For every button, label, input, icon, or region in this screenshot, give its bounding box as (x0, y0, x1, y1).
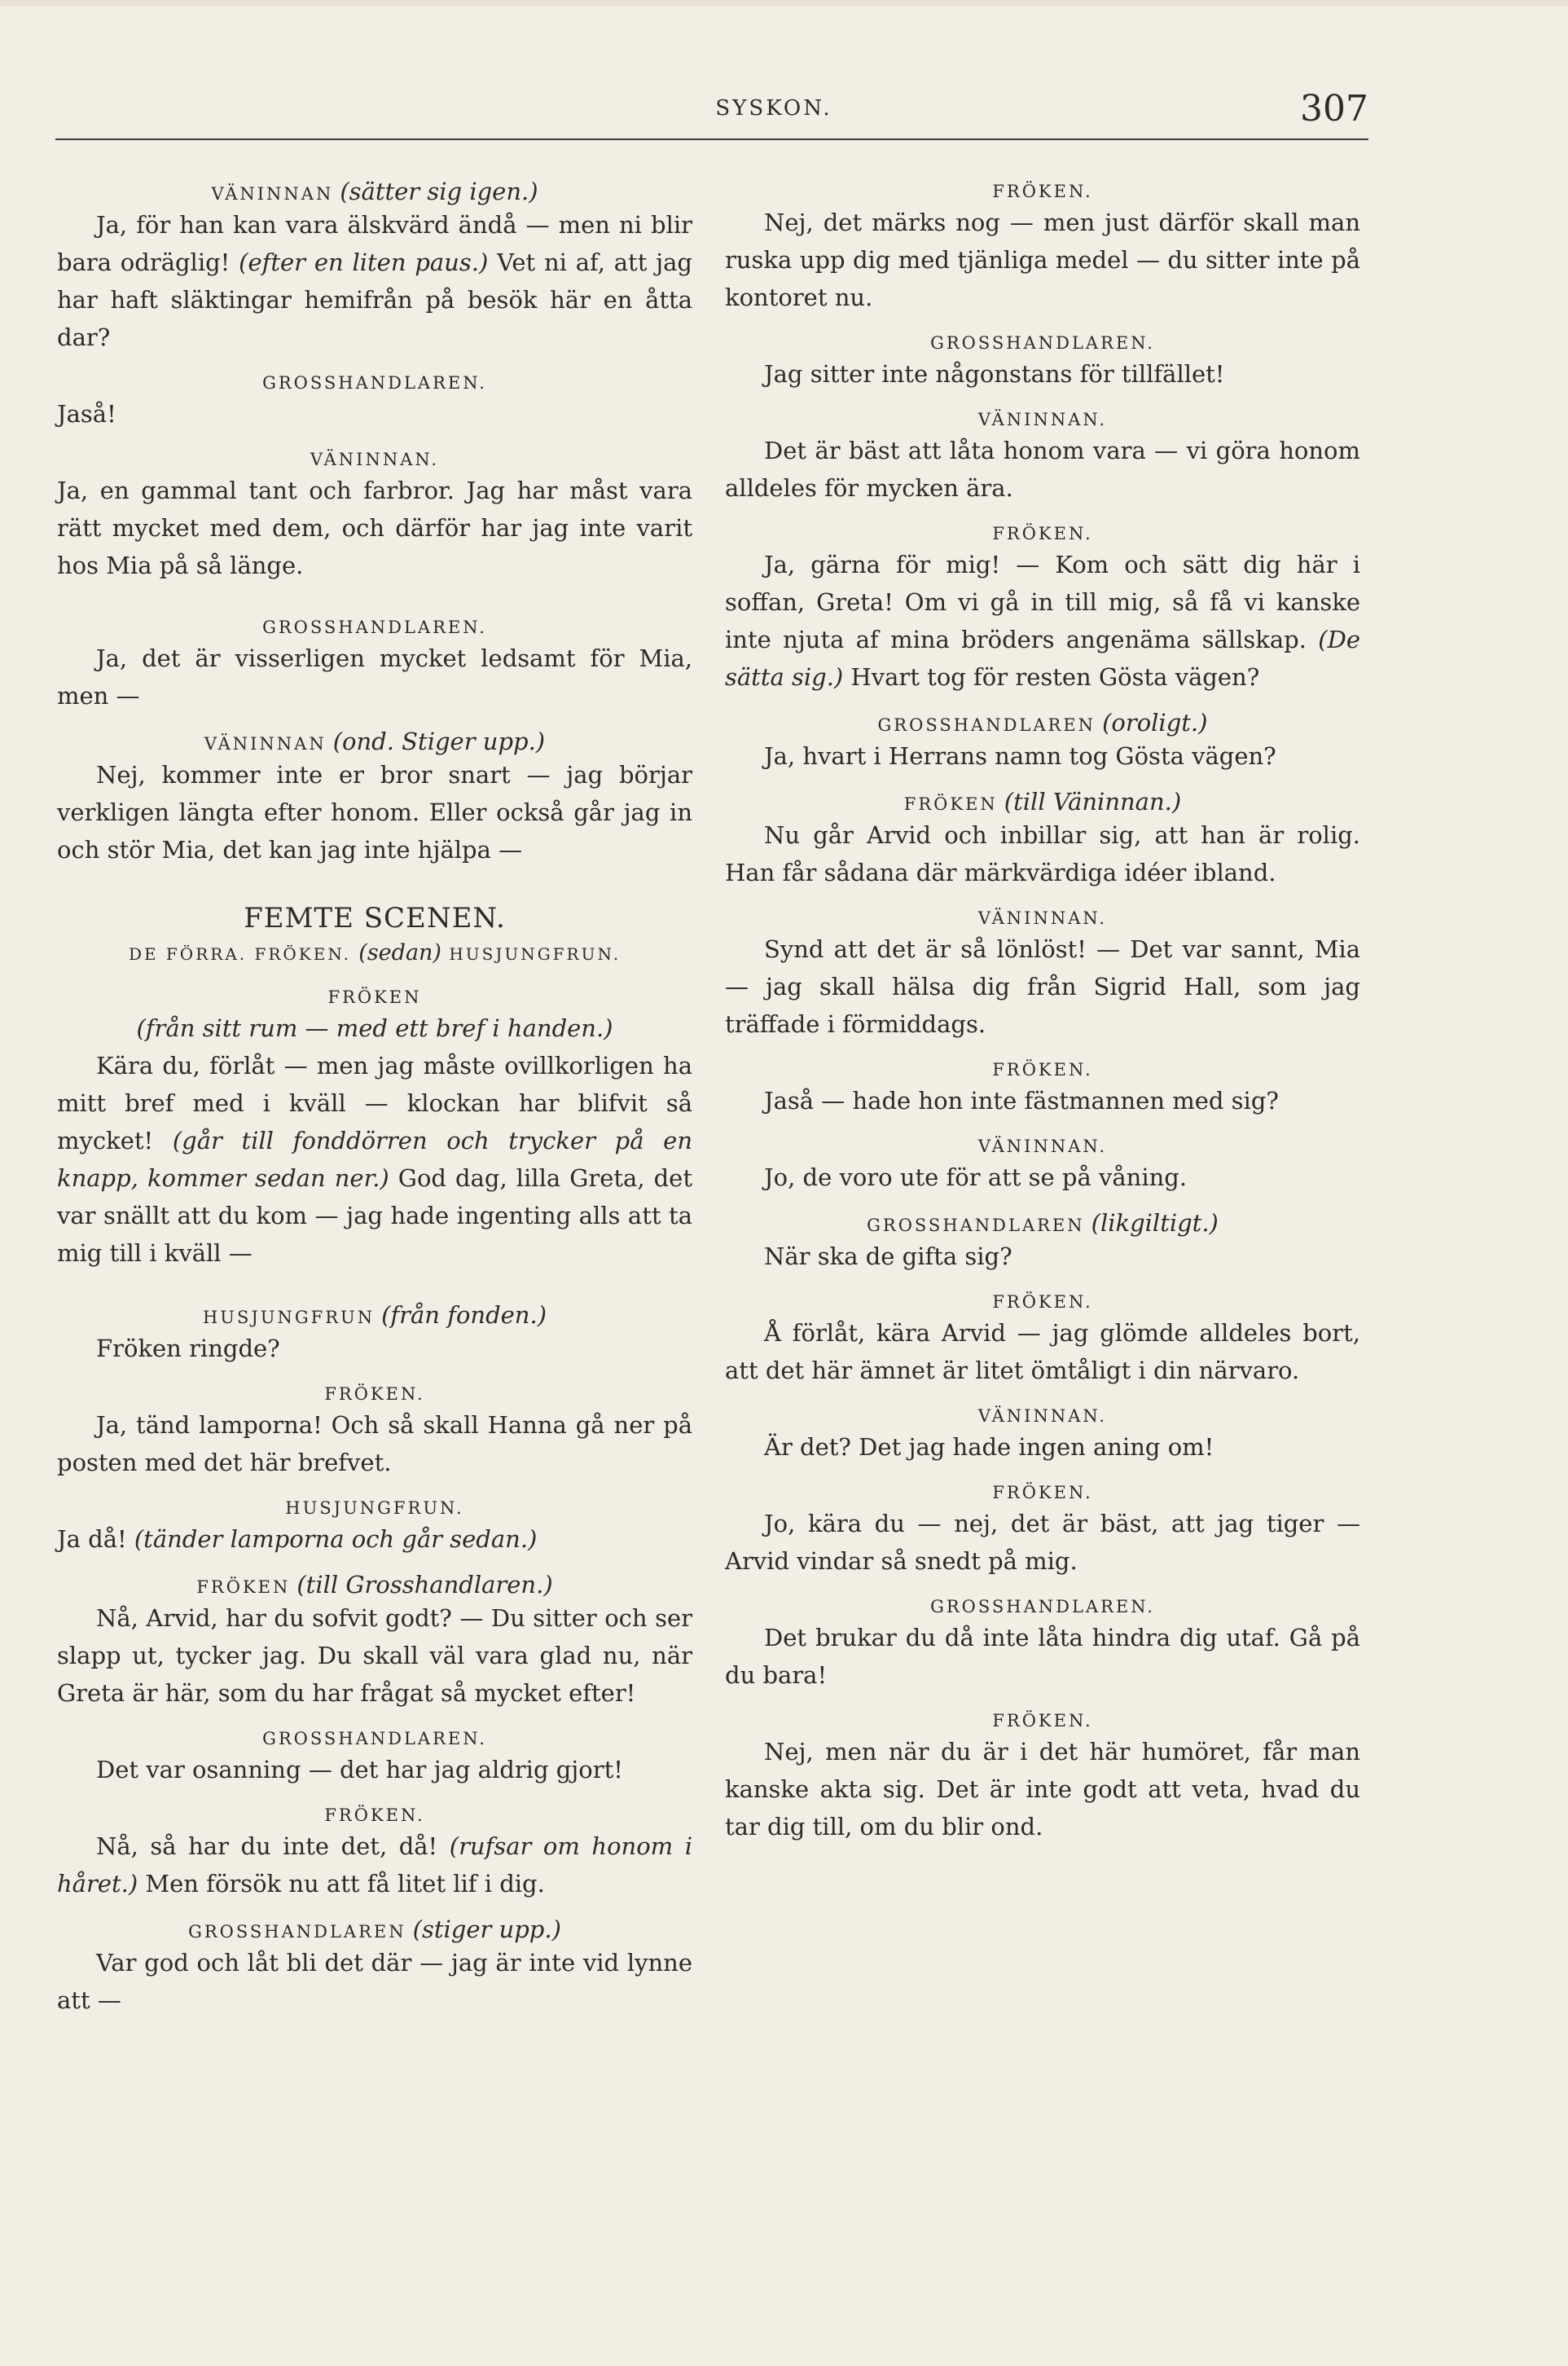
dialogue-paragraph: Ja, gärna för mig! — Kom och sätt dig här i soffan, Greta! Om vi gå in till mig, så få vi kanske inte njuta af mina bröders angenäma sällskap. (De sätta sig.) Hvart tog för resten Gösta vägen? (725, 551, 1360, 691)
speaker-heading: FRÖKEN. (992, 1711, 1093, 1731)
dialogue-paragraph: Nu går Arvid och inbillar sig, att han är rolig. Han får sådana där märkvärdiga idéer ibland. (725, 821, 1360, 886)
speaker-heading: VÄNINNAN. (310, 450, 440, 469)
right-column (725, 179, 1360, 1845)
header-rule (55, 139, 1368, 140)
dialogue-paragraph: Fröken ringde? (96, 1335, 280, 1362)
dialogue-paragraph: Å förlåt, kära Arvid — jag glömde alldeles bort, att det här ämnet är litet ömtåligt i din närvaro. (725, 1319, 1360, 1384)
dialogue-paragraph: Är det? Det jag hade ingen aning om! (764, 1433, 1214, 1461)
speaker-heading: GROSSHANDLAREN (oroligt.) (877, 709, 1208, 737)
dialogue-paragraph: Kära du, förlåt — men jag måste ovillkorligen ha mitt bref med i kväll — klockan har blifvit så mycket! (går till fonddörren och trycker på en knapp, kommer sedan ner.) God dag, lilla Greta, det var snällt att du kom — jag hade ingenting alls att ta mig till i kväll — (57, 1052, 692, 1267)
dialogue-paragraph: När ska de gifta sig? (764, 1242, 1012, 1270)
dialogue-paragraph: Ja då! (tänder lamporna och går sedan.) (57, 1525, 538, 1553)
speaker-heading: FRÖKEN. (324, 1805, 425, 1825)
speaker-heading: GROSSHANDLAREN. (262, 1729, 487, 1748)
scene-title: FEMTE SCENEN. (244, 902, 506, 935)
speaker-heading: FRÖKEN. (324, 1384, 425, 1404)
speaker-heading: FRÖKEN. (992, 1060, 1093, 1080)
page-edge (0, 0, 1568, 7)
speaker-heading: FRÖKEN (327, 987, 422, 1007)
speaker-heading: GROSSHANDLAREN. (930, 333, 1155, 353)
dialogue-paragraph: Jo, kära du — nej, det är bäst, att jag tiger — Arvid vindar så snedt på mig. (725, 1510, 1360, 1575)
speaker-heading: GROSSHANDLAREN. (262, 373, 487, 393)
page-number: 307 (1300, 88, 1368, 130)
speaker-heading: VÄNINNAN. (977, 1406, 1108, 1426)
speaker-heading: FRÖKEN. (992, 524, 1093, 543)
stage-direction: (från sitt rum — med ett bref i handen.) (136, 1014, 613, 1042)
speaker-heading: HUSJUNGFRUN (från fonden.) (202, 1301, 547, 1329)
dialogue-paragraph: Jaså — hade hon inte fästmannen med sig? (764, 1087, 1279, 1115)
dialogue-paragraph: Nå, Arvid, har du sofvit godt? — Du sitter och ser slapp ut, tycker jag. Du skall väl vara glad nu, när Greta är här, som du har frågat så mycket efter! (57, 1604, 692, 1707)
speaker-heading: VÄNINNAN. (977, 908, 1108, 928)
dialogue-paragraph: Jaså! (57, 400, 116, 428)
dialogue-paragraph: Det är bäst att låta honom vara — vi göra honom alldeles för mycken ära. (725, 437, 1360, 502)
dialogue-paragraph: Nej, men när du är i det här humöret, får man kanske akta sig. Det är inte godt att veta, hvad du tar dig till, om du blir ond. (725, 1738, 1360, 1840)
left-column (57, 179, 692, 2019)
speaker-heading: FRÖKEN. (992, 182, 1093, 201)
dialogue-paragraph: Jag sitter inte någonstans för tillfället! (764, 360, 1225, 388)
dialogue-paragraph: Ja, tänd lamporna! Och så skall Hanna gå ner på posten med det här brefvet. (57, 1411, 692, 1476)
speaker-heading: FRÖKEN (till Väninnan.) (903, 788, 1182, 816)
dialogue-paragraph: Nej, kommer inte er bror snart — jag börjar verkligen längta efter honom. Eller också går jag in och stör Mia, det kan jag inte hjälpa — (57, 761, 692, 864)
dialogue-paragraph: Ja, för han kan vara älskvärd ändå — men ni blir bara odräglig! (efter en liten paus.) Vet ni af, att jag har haft släktingar hemifrån på besök här en åtta dar? (57, 211, 692, 351)
speaker-heading: GROSSHANDLAREN. (930, 1597, 1155, 1616)
speaker-heading: VÄNINNAN. (977, 410, 1108, 429)
dialogue-paragraph: Det brukar du då inte låta hindra dig utaf. Gå på du bara! (725, 1624, 1360, 1689)
dialogue-paragraph: Ja, hvart i Herrans namn tog Gösta vägen? (764, 742, 1276, 770)
dialogue-paragraph: Var god och låt bli det där — jag är inte vid lynne att — (57, 1949, 692, 2014)
dialogue-paragraph: Ja, en gammal tant och farbror. Jag har måst vara rätt mycket med dem, och därför har jag inte varit hos Mia på så länge. (57, 477, 692, 579)
dialogue-paragraph: Jo, de voro ute för att se på våning. (764, 1163, 1188, 1191)
speaker-heading: FRÖKEN. (992, 1292, 1093, 1312)
speaker-heading: GROSSHANDLAREN. (262, 618, 487, 637)
speaker-heading: VÄNINNAN. (977, 1137, 1108, 1156)
speaker-heading: FRÖKEN (till Grosshandlaren.) (196, 1571, 553, 1599)
running-head: SYSKON. (715, 96, 832, 121)
speaker-heading: HUSJUNGFRUN. (285, 1498, 464, 1518)
speaker-heading: GROSSHANDLAREN (stiger upp.) (188, 1915, 561, 1943)
dialogue-paragraph: Nå, så har du inte det, då! (rufsar om honom i håret.) Men försök nu att få litet lif i dig. (57, 1832, 692, 1898)
dialogue-paragraph: Synd att det är så lönlöst! — Det var sannt, Mia — jag skall hälsa dig från Sigrid Hall, som jag träffade i förmiddags. (725, 935, 1360, 1038)
scene-cast: DE FÖRRA. FRÖKEN. (sedan) HUSJUNGFRUN. (128, 940, 621, 965)
speaker-heading: VÄNINNAN (ond. Stiger upp.) (204, 728, 546, 755)
dialogue-paragraph: Nej, det märks nog — men just därför skall man ruska upp dig med tjänliga medel — du sitter inte på kontoret nu. (725, 209, 1360, 311)
speaker-heading: FRÖKEN. (992, 1483, 1093, 1502)
speaker-heading: VÄNINNAN (sätter sig igen.) (211, 178, 538, 205)
speaker-heading: GROSSHANDLAREN (likgiltigt.) (867, 1209, 1219, 1237)
dialogue-paragraph: Det var osanning — det har jag aldrig gjort! (96, 1756, 623, 1783)
dialogue-paragraph: Ja, det är visserligen mycket ledsamt för Mia, men — (57, 644, 692, 710)
